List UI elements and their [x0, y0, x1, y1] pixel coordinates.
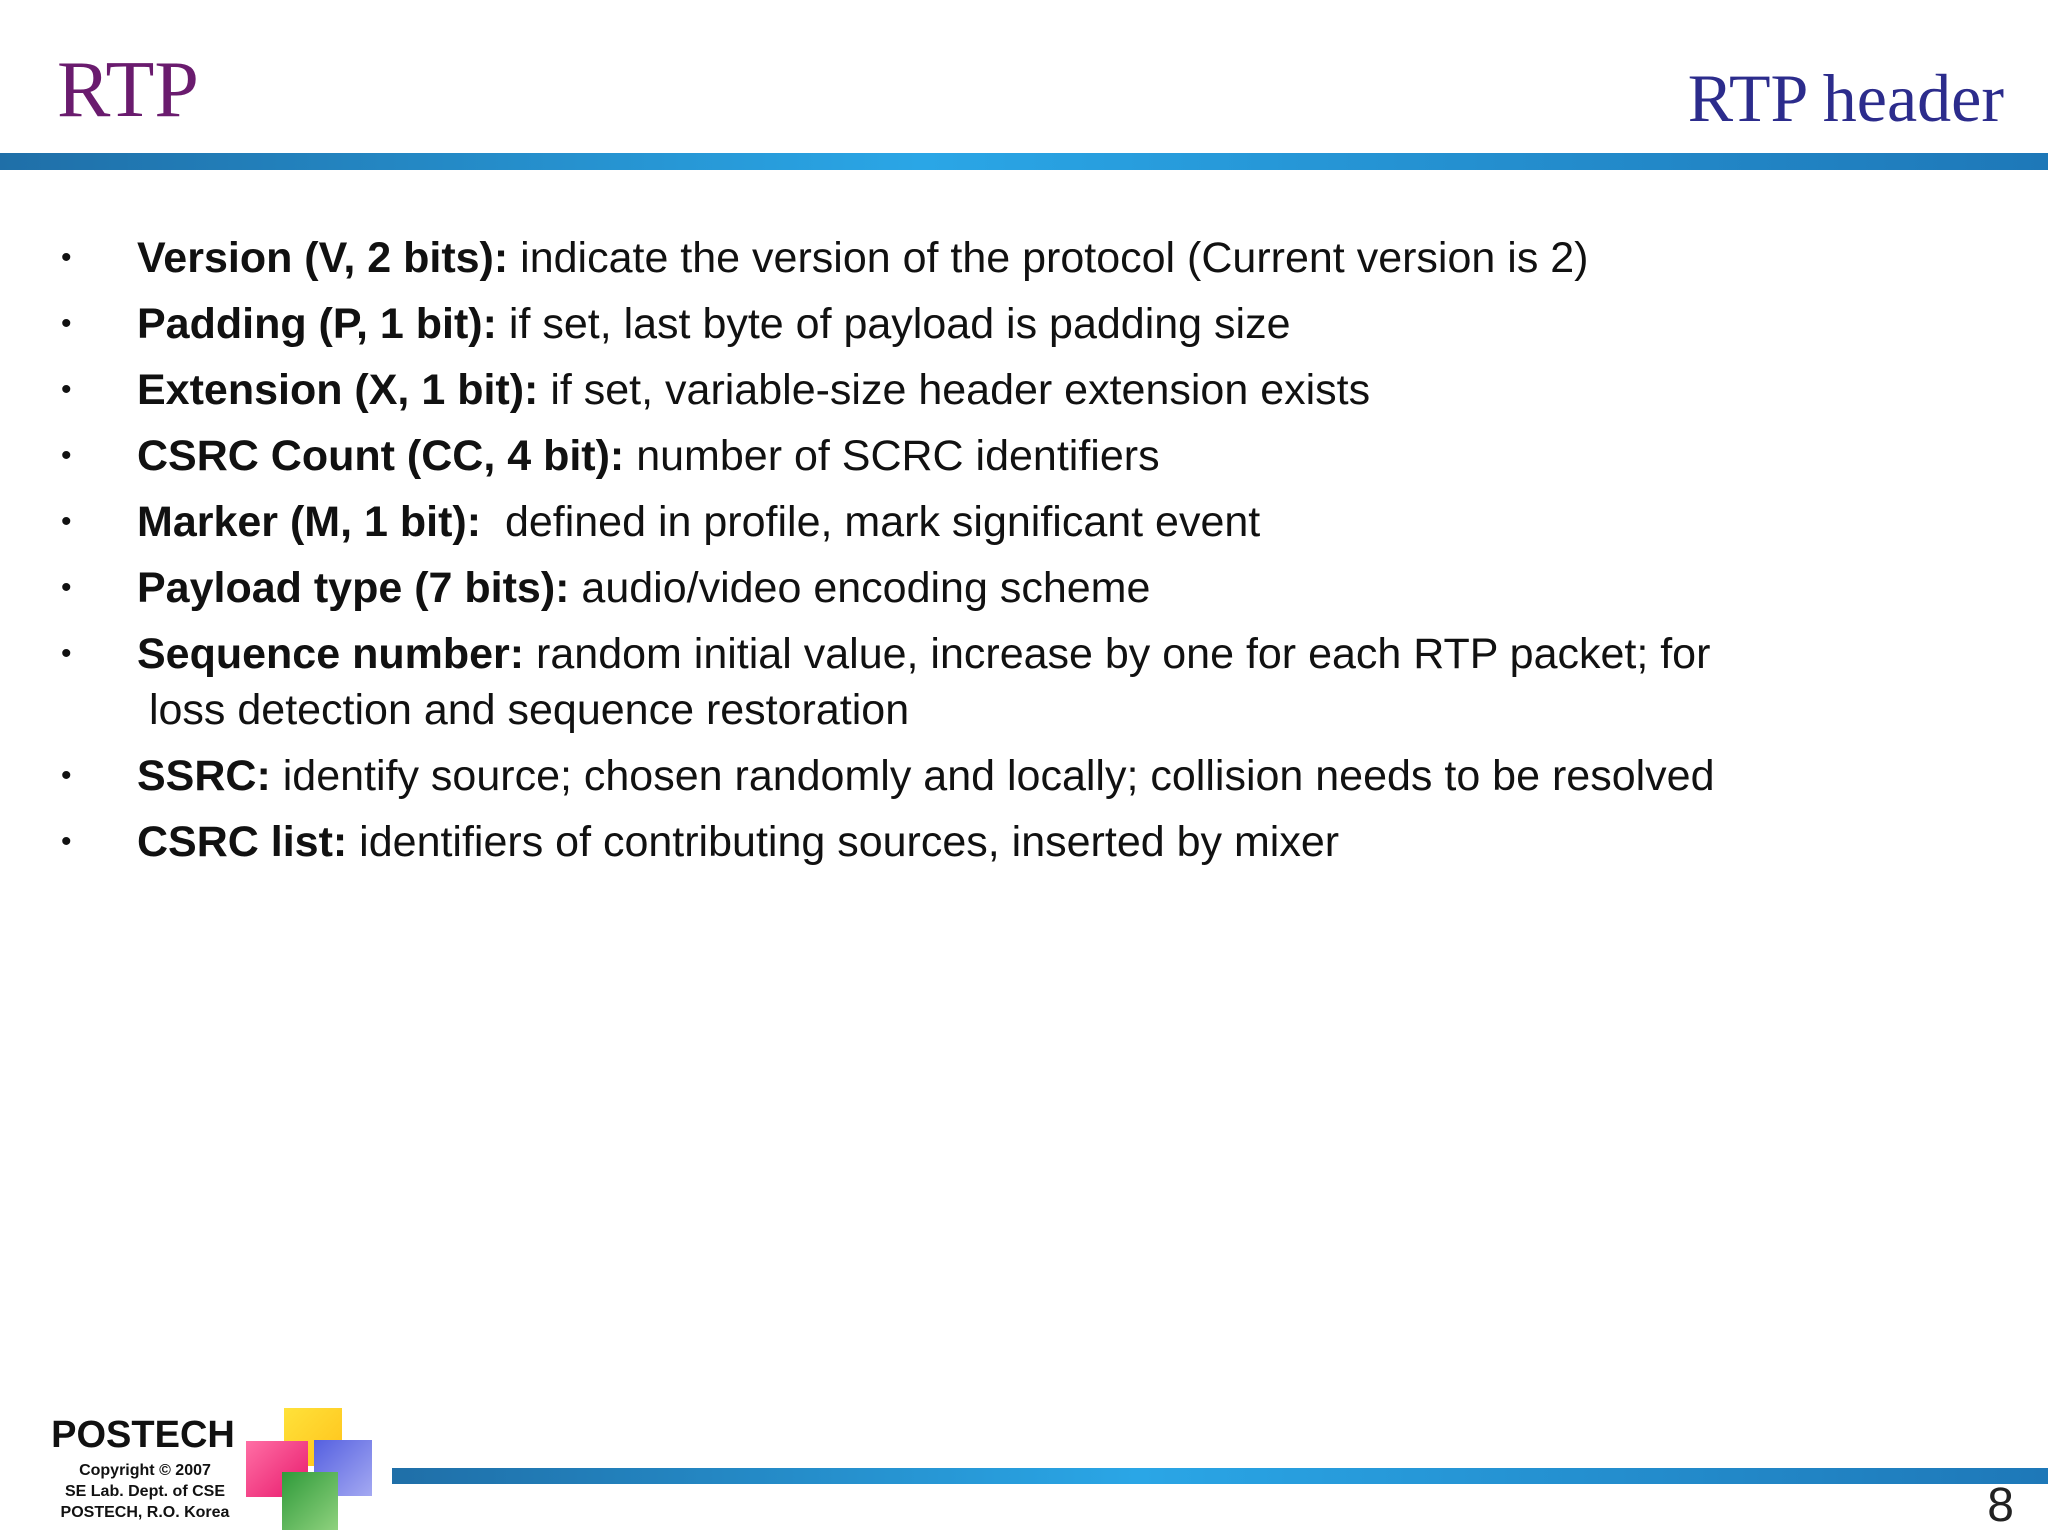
bullet-term: CSRC list:: [137, 818, 348, 866]
bullet-icon: •: [61, 307, 72, 340]
bullet-icon: •: [61, 637, 72, 670]
copyright-line: POSTECH, R.O. Korea: [60, 1504, 230, 1521]
page-number: 8: [1987, 1479, 2014, 1532]
bullet-continuation: loss detection and sequence restoration: [137, 686, 910, 734]
bullet-item: [0, 748, 2048, 804]
footer-divider: [392, 1468, 2048, 1484]
bullet-item: [0, 230, 2048, 286]
bullet-item: [0, 362, 2048, 418]
copyright-line: Copyright © 2007: [79, 1462, 211, 1479]
slide-title: RTP header: [1687, 60, 2004, 136]
bullet-item: [0, 560, 2048, 616]
bullet-icon: •: [61, 505, 72, 538]
bullet-icon: •: [61, 571, 72, 604]
bullet-item: [0, 296, 2048, 352]
bullet-item: [0, 814, 2048, 870]
bullet-term: Marker (M, 1 bit):: [137, 498, 482, 546]
bullet-term: Extension (X, 1 bit):: [137, 366, 539, 414]
bullet-text: identify source; chosen randomly and locally; collision needs to be resolved: [270, 752, 1715, 800]
bullet-text: random initial value, increase by one for each RTP packet; for: [524, 630, 1711, 678]
bullet-term: Version (V, 2 bits):: [137, 234, 509, 282]
bullet-icon: •: [61, 373, 72, 406]
bullet-text: identifiers of contributing sources, inserted by mixer: [347, 818, 1340, 866]
bullet-term: Sequence number:: [137, 630, 525, 678]
logo-square-green: [282, 1472, 338, 1530]
bullet-list: [0, 230, 2048, 880]
bullet-term: Padding (P, 1 bit):: [137, 300, 497, 348]
header-divider: [0, 153, 2048, 170]
section-title: RTP: [57, 46, 199, 134]
bullet-icon: •: [61, 439, 72, 472]
bullet-term: CSRC Count (CC, 4 bit):: [137, 432, 625, 480]
postech-logo-text: POSTECH: [51, 1414, 235, 1456]
bullet-term: Payload type (7 bits):: [137, 564, 570, 612]
postech-logo-icon: [246, 1408, 378, 1530]
bullet-text: audio/video encoding scheme: [569, 564, 1151, 612]
bullet-item: [0, 626, 2048, 738]
bullet-text: indicate the version of the protocol (Current version is 2): [508, 234, 1589, 282]
bullet-term: SSRC:: [137, 752, 271, 800]
bullet-item: [0, 494, 2048, 550]
bullet-icon: •: [61, 241, 72, 274]
bullet-text: if set, variable-size header extension exists: [538, 366, 1371, 414]
bullet-item: [0, 428, 2048, 484]
bullet-text: if set, last byte of payload is padding size: [496, 300, 1291, 348]
bullet-text: number of SCRC identifiers: [624, 432, 1160, 480]
copyright-line: SE Lab. Dept. of CSE: [64, 1483, 225, 1500]
bullet-icon: •: [61, 825, 72, 858]
copyright-notice: [40, 1460, 250, 1523]
bullet-icon: •: [61, 759, 72, 792]
bullet-text: defined in profile, mark significant event: [481, 498, 1261, 546]
